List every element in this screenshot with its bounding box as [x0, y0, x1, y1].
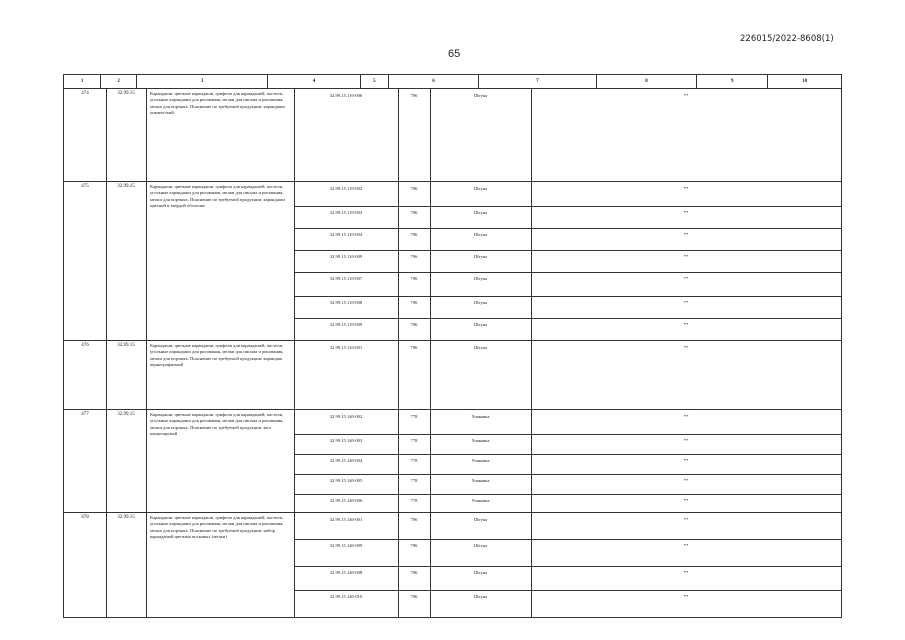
page-number: 65 — [448, 48, 461, 60]
item-row — [294, 318, 841, 340]
header-cell-6: 6 — [389, 75, 479, 88]
mark: ** — [683, 414, 689, 419]
row-number: 475 — [81, 184, 89, 189]
mark: ** — [683, 498, 689, 503]
table-row-group — [64, 89, 841, 182]
ktru-code: 32.99.15.140-005 — [329, 478, 363, 483]
document-number: 226015/2022-8608(1) — [740, 34, 834, 44]
unit-name: Штука — [473, 517, 488, 522]
column-divider — [106, 341, 107, 409]
mark: ** — [683, 517, 689, 522]
ktru-code: 32.99.15.110-009 — [329, 254, 363, 259]
mark: ** — [683, 543, 689, 548]
ktru-code: 32.99.15.140-001 — [329, 517, 363, 522]
unit-name: Упаковка — [471, 438, 490, 443]
header-cell-5: 5 — [361, 75, 389, 88]
column-divider — [146, 410, 147, 512]
ktru-code: 32.99.15.140-008 — [329, 570, 363, 575]
okpd-code: 32.99.15 — [117, 91, 135, 96]
okei-code: 778 — [410, 498, 418, 503]
item-row — [294, 539, 841, 567]
okpd-code: 32.99.15 — [117, 515, 135, 520]
okpd-code: 32.99.15 — [117, 412, 135, 417]
okei-code: 778 — [410, 458, 418, 463]
item-row — [294, 494, 841, 512]
unit-name: Штука — [473, 300, 488, 305]
ktru-code: 32.99.15.110-007 — [329, 276, 363, 281]
item-row — [294, 513, 841, 540]
okei-code: 796 — [410, 322, 418, 327]
okei-code: 778 — [410, 478, 418, 483]
okpd-code: 32.99.15 — [117, 343, 135, 348]
okei-code: 796 — [410, 570, 418, 575]
okei-code: 796 — [410, 232, 418, 237]
header-cell-7: 7 — [479, 75, 597, 88]
product-description: Карандаши, цветные карандаши, грифели для карандашей, пастели, угольные карандаши для рисования, мелки для письма и рисования, мелки для портных. Пояснение по требуемой продукции: карандаш чернографитный — [150, 343, 284, 367]
mark: ** — [683, 210, 689, 215]
unit-name: Штука — [473, 210, 488, 215]
ktru-code: 32.99.15.110-001 — [329, 345, 363, 350]
okei-code: 796 — [410, 186, 418, 191]
row-number: 476 — [81, 343, 89, 348]
header-cell-1: 1 — [64, 75, 101, 88]
product-description: Карандаши, цветные карандаши, грифели для карандашей, пастели, угольные карандаши для рисования, мелки для письма и рисования, мелки для портных. Пояснение по требуемой продукции: карандаши цветной в твердой оболочке — [150, 184, 285, 208]
okpd-code: 32.99.15 — [117, 184, 135, 189]
column-divider — [106, 89, 107, 181]
column-divider — [146, 513, 147, 617]
okei-code: 796 — [410, 543, 418, 548]
mark: ** — [683, 570, 689, 575]
mark: ** — [683, 186, 689, 191]
column-divider — [106, 182, 107, 340]
product-description: Карандаши, цветные карандаши, грифели для карандашей, пастели, угольные карандаши для рисования, мелки для письма и рисования, мелки для портных. Пояснение по требуемой продукции: набор карандашей цветных восковых (мелки) — [150, 515, 284, 539]
procurement-table — [63, 74, 842, 618]
column-divider — [146, 341, 147, 409]
unit-name: Упаковка — [471, 498, 490, 503]
ktru-code: 32.99.15.110-009 — [329, 322, 363, 327]
mark: ** — [683, 254, 689, 259]
item-row — [294, 182, 841, 207]
item-row — [294, 89, 841, 181]
item-row — [294, 566, 841, 591]
table-row-group — [64, 410, 841, 513]
okei-code: 778 — [410, 414, 418, 419]
mark: ** — [683, 345, 689, 350]
product-description: Карандаши, цветные карандаши, грифели для карандашей, пастели, угольные карандаши для рисования, мелки для письма и рисования, мелки для портных. Пояснение по требуемой продукции: карандаши химический — [150, 91, 285, 115]
header-cell-10: 10 — [802, 79, 808, 84]
okei-code: 796 — [410, 345, 418, 350]
table-row-group — [64, 341, 841, 410]
item-row — [294, 272, 841, 297]
ktru-code: 32.99.15.110-008 — [329, 300, 363, 305]
unit-name: Штука — [473, 570, 488, 575]
table-row-group — [64, 513, 841, 617]
header-cell-4: 4 — [268, 75, 360, 88]
header-cell-3: 3 — [137, 75, 268, 88]
column-divider — [106, 513, 107, 617]
unit-name: Штука — [473, 186, 488, 191]
column-divider — [146, 182, 147, 340]
item-row — [294, 454, 841, 475]
okei-code: 796 — [410, 300, 418, 305]
unit-name: Упаковка — [471, 478, 490, 483]
mark: ** — [683, 232, 689, 237]
mark: ** — [683, 458, 689, 463]
column-divider — [146, 89, 147, 181]
okei-code: 796 — [410, 517, 418, 522]
item-row — [294, 590, 841, 617]
table-row-group — [64, 182, 841, 341]
item-row — [294, 434, 841, 455]
unit-name: Штука — [473, 93, 488, 98]
okei-code: 796 — [410, 93, 418, 98]
row-number: 474 — [81, 91, 89, 96]
header-cell-9: 9 — [697, 75, 768, 88]
ktru-code: 32.99.15.110-004 — [329, 232, 363, 237]
header-cell-2: 2 — [101, 75, 137, 88]
ktru-code: 32.99.15.140-004 — [329, 458, 363, 463]
row-number: 477 — [81, 412, 89, 417]
unit-name: Штука — [473, 594, 488, 599]
item-row — [294, 296, 841, 319]
mark: ** — [683, 438, 689, 443]
mark: ** — [683, 322, 689, 327]
unit-name: Упаковка — [471, 414, 490, 419]
okei-code: 778 — [410, 438, 418, 443]
row-number: 478 — [81, 515, 89, 520]
table-header-row — [64, 75, 841, 89]
item-row — [294, 474, 841, 495]
okei-code: 796 — [410, 254, 418, 259]
ktru-code: 32.99.15.110-003 — [329, 210, 363, 215]
unit-name: Штука — [473, 543, 488, 548]
header-cell-8: 8 — [597, 75, 697, 88]
column-divider — [106, 410, 107, 512]
item-row — [294, 410, 841, 435]
mark: ** — [683, 478, 689, 483]
ktru-code: 32.99.15.110-002 — [329, 186, 363, 191]
ktru-code: 32.99.15.140-010 — [329, 594, 363, 599]
ktru-code: 32.99.15.110-006 — [329, 93, 363, 98]
ktru-code: 32.99.15.140-006 — [329, 498, 363, 503]
unit-name: Штука — [473, 322, 488, 327]
unit-name: Упаковка — [471, 458, 490, 463]
item-row — [294, 228, 841, 251]
ktru-code: 32.99.15.140-009 — [329, 543, 363, 548]
mark: ** — [683, 276, 689, 281]
unit-name: Штука — [473, 254, 488, 259]
item-row — [294, 341, 841, 409]
okei-code: 796 — [410, 210, 418, 215]
unit-name: Штука — [473, 276, 488, 281]
mark: ** — [683, 300, 689, 305]
mark: ** — [683, 594, 689, 599]
ktru-code: 32.99.15.140-003 — [329, 438, 363, 443]
okei-code: 796 — [410, 276, 418, 281]
product-description: Карандаши, цветные карандаши, грифели для карандашей, пастели, угольные карандаши для рисования, мелки для письма и рисования, мелки для портных. Пояснение по требуемой продукции: мел канцелярский — [150, 412, 284, 436]
mark: ** — [683, 93, 689, 98]
okei-code: 796 — [410, 594, 418, 599]
item-row — [294, 206, 841, 229]
unit-name: Штука — [473, 345, 488, 350]
ktru-code: 32.99.15.140-002 — [329, 414, 363, 419]
unit-name: Штука — [473, 232, 488, 237]
item-row — [294, 250, 841, 273]
